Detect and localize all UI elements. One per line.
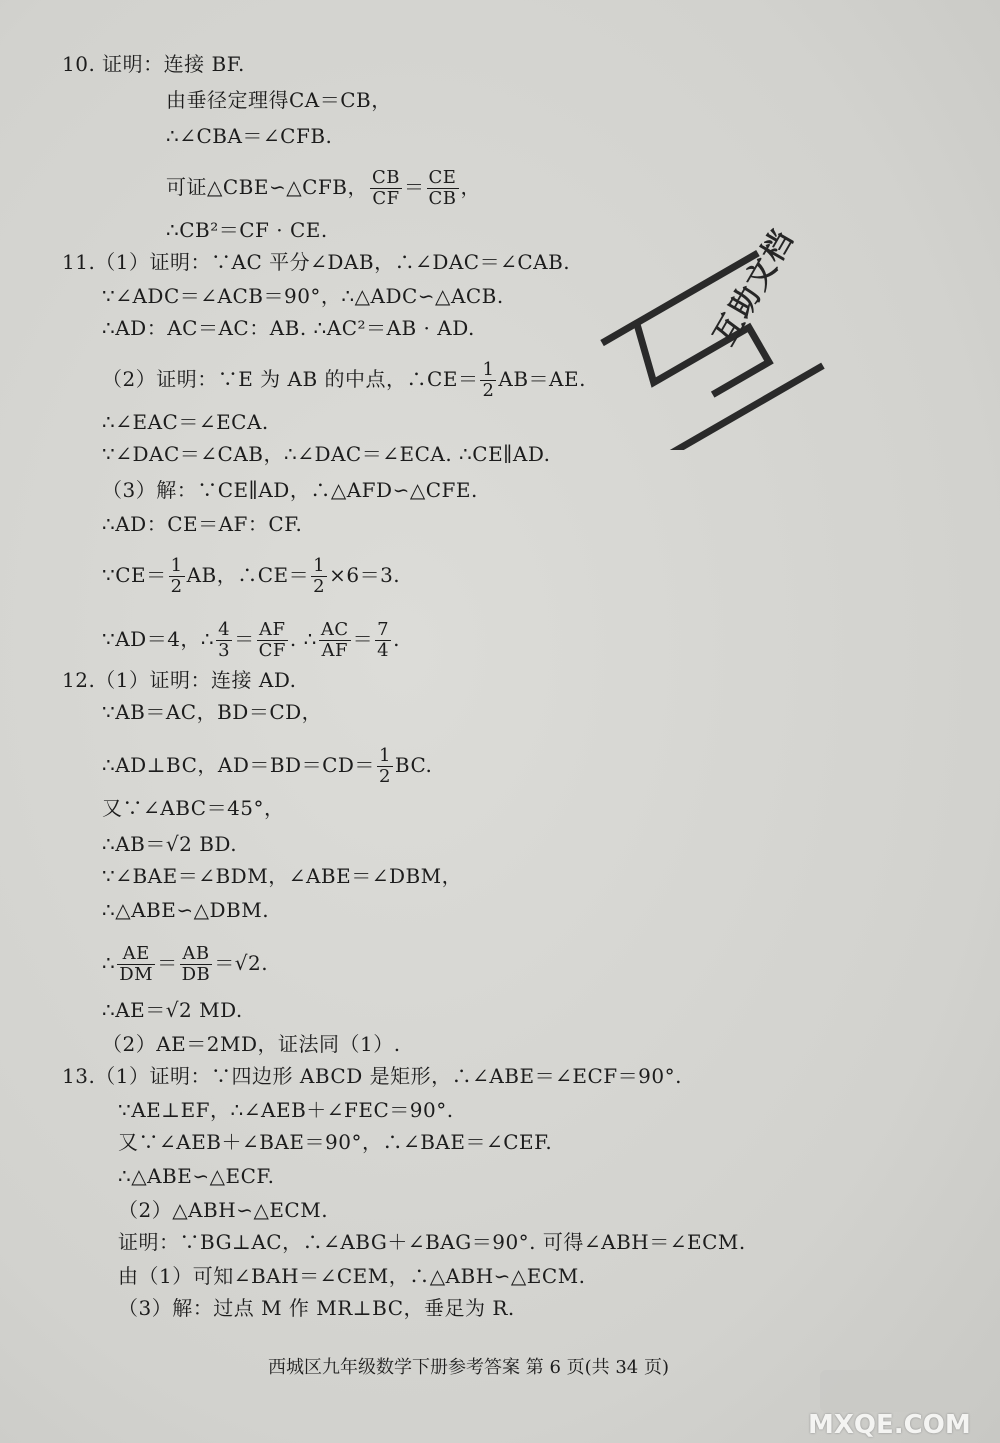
q13-line-6 [118,1230,746,1254]
q10-line-5 [166,218,328,242]
text: ∴∠EAC＝∠ECA. [102,410,269,434]
q11-line-2 [102,284,504,308]
q11-line-1 [62,250,570,274]
q13-line-1 [62,1064,682,1088]
text: ∴△ABE∽△DBM. [102,898,270,922]
text: ∴AD：AC＝AC：AB. ∴AC²＝AB · AD. [102,316,475,340]
q10-line-3 [166,124,332,148]
q12-line-10 [102,1032,401,1056]
text: 12.（1）证明：连接 AD. [62,668,297,692]
q12-line-7 [102,898,269,922]
q12-line-5 [102,832,237,856]
text: 又∵∠ABC＝45°， [102,796,285,820]
text: 证明：∵BG⊥AC，∴∠ABG＋∠BAG＝90°. 可得∠ABH＝∠ECM. [118,1230,746,1254]
watermark-text: MXQE.COM [808,1410,971,1440]
q11-line-5 [102,410,269,434]
text: ∴△ABE∽△ECF. [118,1164,275,1188]
q13-line-5 [118,1198,328,1222]
fraction: $\frac{1}{2}$ [313,555,326,597]
q11-line-7 [102,478,478,502]
text: ∵∠ADC＝∠ACB＝90°，∴△ADC∽△ACB. [102,284,504,308]
stamp-text: 互助文档 [706,223,802,352]
q13-line-8 [118,1296,515,1320]
fraction: $\frac{4}{3}$ [218,619,231,661]
text: 由垂径定理得CA＝CB， [166,88,392,112]
q12-line-8: ∴ $\frac{AE}{DM}$ ＝ $\frac{AB}{DB}$ ＝√2. [102,943,269,985]
q11-line-6 [102,442,551,466]
q12-line-4 [102,796,285,820]
q12-line-6 [102,864,462,888]
q10-line-4: 可证△CBE∽△CFB， $\frac{CB}{CF}$ ＝ $\frac{CE}{CB}$ ， [166,167,481,209]
text: 又∵∠AEB＋∠BAE＝90°，∴∠BAE＝∠CEF. [118,1130,553,1154]
text: 由（1）可知∠BAH＝∠CEM，∴△ABH∽△ECM. [118,1264,586,1288]
text: ∵∠DAC＝∠CAB，∴∠DAC＝∠ECA. ∴CE∥AD. [102,442,551,466]
fraction: $\frac{AF}{CF}$ [258,619,286,661]
fraction: $\frac{AB}{DB}$ [181,943,211,985]
text: ∴CB²＝CF · CE. [166,218,328,242]
fraction: $\frac{AC}{AF}$ [320,619,349,661]
text: ∴∠CBA＝∠CFB. [166,124,333,148]
text: ∴AB＝√2 BD. [102,832,238,856]
page-footer: 西城区九年级数学下册参考答案 第 6 页(共 34 页) [268,1357,670,1378]
q11-line-10: ∵AD＝4，∴ $\frac{4}{3}$ ＝ $\frac{AF}{CF}$ . ∴ $\frac{AC}{AF}$ ＝ $\frac{7}{4}$ . [102,619,400,661]
q11-line-4: （2）证明：∵E 为 AB 的中点，∴CE＝ $\frac{1}{2}$ AB＝AE. [102,359,586,401]
q11-line-9: ∵CE＝ $\frac{1}{2}$ AB，∴CE＝ $\frac{1}{2}$ ×6＝3. [102,555,401,597]
text: （2）证明：∵E 为 AB 的中点，∴CE＝ [102,367,479,391]
q12-line-3: ∴AD⊥BC，AD＝BD＝CD＝ $\frac{1}{2}$ BC. [102,745,433,787]
q13-line-2 [118,1098,454,1122]
q13-line-7 [118,1264,586,1288]
q11-line-8 [102,512,302,536]
text: ∴ [102,951,116,975]
text: ∴AD⊥BC，AD＝BD＝CD＝ [102,753,375,777]
text: ∵CE＝ [102,563,167,587]
text: 11.（1）证明：∵AC 平分∠DAB，∴∠DAC＝∠CAB. [62,250,571,274]
text: （3）解：∵CE∥AD，∴△AFD∽△CFE. [102,478,478,502]
q11-line-3 [102,316,475,340]
text: ∵AD＝4，∴ [102,627,215,651]
q13-line-4 [118,1164,275,1188]
fraction: $\frac{1}{2}$ [482,359,495,401]
stamp-logo [590,250,830,450]
fraction: $\frac{AE}{DM}$ [119,943,154,985]
text: ∵AB＝AC，BD＝CD， [102,700,323,724]
fraction: $\frac{CB}{CF}$ [372,167,400,209]
fraction: $\frac{CE}{CB}$ [428,167,457,209]
text: ∵∠BAE＝∠BDM，∠ABE＝∠DBM， [102,864,463,888]
text: 13.（1）证明：∵四边形 ABCD 是矩形，∴∠ABE＝∠ECF＝90°. [62,1064,682,1088]
text: （2）AE＝2MD，证法同（1）. [102,1032,401,1056]
q13-line-3 [118,1130,552,1154]
q12-line-9 [102,998,243,1022]
q10-line-2 [166,88,392,112]
text: （3）解：过点 M 作 MR⊥BC，垂足为 R. [118,1296,515,1320]
text: ∴AD：CE＝AF：CF. [102,512,303,536]
text: （2）△ABH∽△ECM. [118,1198,329,1222]
text: ∵AE⊥EF，∴∠AEB＋∠FEC＝90°. [118,1098,454,1122]
text: 可证△CBE∽△CFB， [166,175,368,199]
text: 10. 证明：连接 BF. [62,52,245,76]
q12-line-2 [102,700,322,724]
q10-line-1 [62,52,245,76]
fraction: $\frac{7}{4}$ [377,619,390,661]
q12-line-1 [62,668,297,692]
fraction: $\frac{1}{2}$ [378,745,391,787]
text: ∴AE＝√2 MD. [102,998,243,1022]
fraction: $\frac{1}{2}$ [170,555,183,597]
